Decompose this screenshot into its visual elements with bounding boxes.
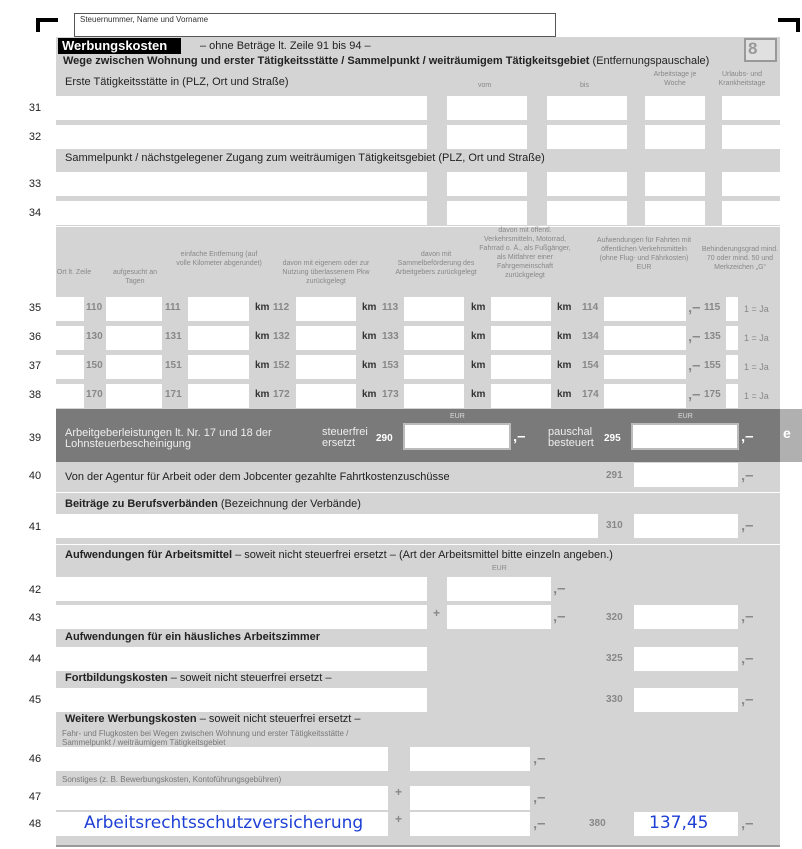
grid-code: 155 <box>704 360 721 371</box>
grid-km: km <box>255 331 270 342</box>
row-41-dash: ‚– <box>741 517 754 534</box>
row-39-pauschal: pauschal besteuert <box>548 426 594 449</box>
grid-code: 172 <box>273 389 290 400</box>
grid-km: km <box>471 389 486 400</box>
field-32-vom[interactable] <box>447 125 527 149</box>
grid-code: 114 <box>582 302 599 313</box>
row-42-heading: Aufwendungen für Arbeitsmittel – soweit nicht steuerfrei ersetzt – (Art der Arbeitsmittel bitte einzeln angeben.) <box>65 549 613 561</box>
col-ort: Ort lt. Zeile <box>56 269 92 276</box>
grid-km: km <box>362 331 377 342</box>
row-45-heading: Fortbildungskosten – soweit nicht steuerfrei ersetzt – <box>65 672 332 684</box>
col-tage: aufgesucht an Tagen <box>113 269 157 285</box>
corner-mark-right-v <box>796 18 800 32</box>
row-42-amount[interactable] <box>447 577 551 601</box>
row-44-amount[interactable] <box>634 647 738 671</box>
field-32-address[interactable] <box>56 125 427 149</box>
grid-km: km <box>362 302 377 313</box>
grid-code: 173 <box>382 389 399 400</box>
row-46-heading: Weitere Werbungskosten – soweit nicht steuerfrei ersetzt – <box>65 713 361 725</box>
grid-code: 174 <box>582 389 599 400</box>
sammel-label: Sammelpunkt / nächstgelegener Zugang zum weiträumigen Tätigkeitsgebiet (PLZ, Ort und Straße) <box>65 152 545 164</box>
row-39-label: Arbeitgeberleistungen lt. Nr. 17 und 18 der Lohnsteuerbescheinigung <box>65 427 272 450</box>
row-39-steuerfrei: steuerfrei ersetzt <box>322 426 368 449</box>
row-45-code: 330 <box>606 694 623 705</box>
field-33-address[interactable] <box>56 172 427 196</box>
line-number: 35 <box>28 302 42 314</box>
row-39-eur-1: EUR <box>450 413 465 420</box>
grid-code: 153 <box>382 360 399 371</box>
row-47-field[interactable] <box>56 786 388 810</box>
wege-heading: Wege zwischen Wohnung und erster Tätigkeitsstätte / Sammelpunkt / weiträumigem Tätigkeitsgebiet (Entfernungspauschale) <box>63 55 710 67</box>
line-number: 45 <box>28 694 42 706</box>
grid-ort-field[interactable] <box>56 297 84 321</box>
grid-pkw-field[interactable] <box>296 384 356 408</box>
grid-code: 113 <box>382 302 399 313</box>
row-39-eur-2: EUR <box>678 413 693 420</box>
grid-ort-field[interactable] <box>56 355 84 379</box>
grid-sammel-field[interactable] <box>404 384 464 408</box>
col-arbeitstage: Arbeitstage je Woche <box>653 71 697 87</box>
row-40-code: 291 <box>606 470 623 481</box>
grid-pkw-field[interactable] <box>296 326 356 350</box>
grid-aufw-field[interactable] <box>604 297 686 321</box>
line-number: 40 <box>28 470 42 482</box>
grid-oeff-field[interactable] <box>491 384 551 408</box>
row-40-dash: ‚– <box>741 467 754 484</box>
page-badge-number: 8 <box>748 39 758 58</box>
field-33-arbeitstage[interactable] <box>645 172 705 196</box>
row-48-amount[interactable] <box>410 812 530 836</box>
row-47-amount[interactable] <box>410 786 530 810</box>
row-41-code: 310 <box>606 520 623 531</box>
col-aufw: Aufwendungen für Fahrten mit öffentlichen Verkehrsmitteln (ohne Flug- und Fährkosten) EUR <box>596 237 692 271</box>
line-number: 36 <box>28 331 42 343</box>
row-45-amount[interactable] <box>634 688 738 712</box>
grid-aufw-field[interactable] <box>604 384 686 408</box>
row-45-field[interactable] <box>56 688 427 712</box>
grid-tage-field[interactable] <box>106 384 162 408</box>
row-43-code: 320 <box>606 612 623 623</box>
grid-ja: 1 = Ja <box>744 333 769 343</box>
row-48-dash: ‚– <box>533 815 546 832</box>
row-39-code-295: 295 <box>604 433 621 444</box>
field-34-bis[interactable] <box>547 201 627 225</box>
field-34-address[interactable] <box>56 201 427 225</box>
field-32-arbeitstage[interactable] <box>645 125 705 149</box>
field-31-bis[interactable] <box>547 96 627 120</box>
row-43-dash: ‚– <box>553 608 566 625</box>
grid-km: km <box>255 389 270 400</box>
grid-code: 171 <box>165 389 182 400</box>
line-number: 31 <box>28 102 42 114</box>
field-31-address[interactable] <box>56 96 427 120</box>
title-note: – ohne Beträge lt. Zeile 91 bis 94 – <box>200 40 371 52</box>
line-number: 33 <box>28 178 42 190</box>
row-40-label: Von der Agentur für Arbeit oder dem Jobcenter gezahlte Fahrtkostenzuschüsse <box>65 471 450 483</box>
grid-code: 115 <box>704 302 721 313</box>
field-33-urlaub[interactable] <box>722 172 780 196</box>
row-43-total-dash: ‚– <box>741 608 754 625</box>
grid-aufw-field[interactable] <box>604 355 686 379</box>
row-39-dash-2: ‚– <box>741 428 754 445</box>
row-48-plus: + <box>395 812 403 826</box>
grid-entfernung-field[interactable] <box>188 355 249 379</box>
line-number: 43 <box>28 612 42 624</box>
grid-km: km <box>557 360 572 371</box>
row-44-heading: Aufwendungen für ein häusliches Arbeitszimmer <box>65 631 321 643</box>
grid-dash: ‚– <box>688 328 701 345</box>
grid-ort-field[interactable] <box>56 326 84 350</box>
bottom-rule <box>56 845 780 847</box>
grid-code: 150 <box>86 360 103 371</box>
grid-code: 132 <box>273 331 290 342</box>
grid-km: km <box>557 302 572 313</box>
grid-code: 131 <box>165 331 182 342</box>
grid-km: km <box>557 389 572 400</box>
erste-label: Erste Tätigkeitsstätte in (PLZ, Ort und Straße) <box>65 76 289 88</box>
col-entfernung: einfache Entfernung (auf volle Kilometer abgerundet) <box>176 251 262 267</box>
grid-ort-field[interactable] <box>56 384 84 408</box>
grid-behind-field[interactable] <box>726 355 738 379</box>
grid-code: 151 <box>165 360 182 371</box>
row-39-steuerfrei-amount[interactable] <box>403 423 511 450</box>
line-number: 48 <box>28 818 42 830</box>
col-urlaub: Urlaubs- und Krankheitstage <box>718 71 766 87</box>
grid-tage-field[interactable] <box>106 326 162 350</box>
line-number: 46 <box>28 753 42 765</box>
field-31-arbeitstage[interactable] <box>645 96 705 120</box>
field-32-urlaub[interactable] <box>722 125 780 149</box>
grid-km: km <box>471 302 486 313</box>
row-42-art[interactable] <box>56 577 427 601</box>
grid-code: 152 <box>273 360 290 371</box>
grid-code: 134 <box>582 331 599 342</box>
row-39-code-290: 290 <box>376 433 393 444</box>
row-43-art[interactable] <box>56 605 427 629</box>
row-42-eur: EUR <box>492 565 507 572</box>
name-field-label: Steuernummer, Name und Vorname <box>80 15 209 24</box>
grid-dash: ‚– <box>688 299 701 316</box>
divider-42 <box>56 544 780 545</box>
grid-code: 112 <box>273 302 290 313</box>
row-44-code: 325 <box>606 653 623 664</box>
row-48-code: 380 <box>589 818 606 829</box>
col-behind: Behinderungsgrad mind. 70 oder mind. 50 und Merkzeichen „G“ <box>701 246 779 271</box>
grid-sammel-field[interactable] <box>404 297 464 321</box>
line-number: 44 <box>28 653 42 665</box>
col-oeff: davon mit öffentl. Verkehrsmitteln, Motorrad, Fahrrad o. Ä., als Fußgänger, als Mitfahrer einer Fahrgemeinschaft zurückgelegt <box>479 227 571 279</box>
grid-code: 133 <box>382 331 399 342</box>
grid-pkw-field[interactable] <box>296 297 356 321</box>
row-42-dash: ‚– <box>553 580 566 597</box>
line-number: 42 <box>28 584 42 596</box>
grid-km: km <box>362 360 377 371</box>
row-46-field[interactable] <box>56 747 388 771</box>
row-41-verbaende[interactable] <box>56 514 598 538</box>
field-33-vom[interactable] <box>447 172 527 196</box>
row-48-total-value: 137,45 <box>649 813 709 833</box>
grid-dash: ‚– <box>688 357 701 374</box>
grid-code: 170 <box>86 389 103 400</box>
field-33-bis[interactable] <box>547 172 627 196</box>
section-title: Werbungskosten <box>62 38 168 53</box>
row-39-e: e <box>783 425 791 441</box>
line-number: 34 <box>28 207 42 219</box>
row-46-dash: ‚– <box>533 750 546 767</box>
row-47-plus: + <box>395 785 403 799</box>
row-48-desc: Arbeitsrechtsschutzversicherung <box>84 813 364 833</box>
field-31-urlaub[interactable] <box>722 96 780 120</box>
row-40-amount[interactable] <box>634 463 738 487</box>
row-47-dash: ‚– <box>533 789 546 806</box>
row-43-plus: + <box>433 606 441 620</box>
col-vom: vom <box>478 82 492 89</box>
field-34-urlaub[interactable] <box>722 201 780 225</box>
grid-sammel-field[interactable] <box>404 326 464 350</box>
grid-tage-field[interactable] <box>106 355 162 379</box>
row-46-small: Fahr- und Flugkosten bei Wegen zwischen Wohnung und erster Tätigkeitsstätte / Sammelpunkt / weiträumigem Tätigkeitsgebiet <box>62 729 349 747</box>
grid-entfernung-field[interactable] <box>188 297 249 321</box>
field-34-arbeitstage[interactable] <box>645 201 705 225</box>
grid-code: 110 <box>86 302 103 313</box>
row-43-amount[interactable] <box>447 605 551 629</box>
row-45-dash: ‚– <box>741 691 754 708</box>
grid-dash: ‚– <box>688 386 701 403</box>
grid-code: 154 <box>582 360 599 371</box>
col-bis: bis <box>580 82 589 89</box>
grid-entfernung-field[interactable] <box>188 384 249 408</box>
grid-code: 111 <box>165 302 181 313</box>
grid-sammel-field[interactable] <box>404 355 464 379</box>
grid-code: 135 <box>704 331 721 342</box>
col-pkw: davon mit eigenem oder zur Nutzung überlassenem Pkw zurückgelegt <box>282 260 370 285</box>
row-47-small: Sonstiges (z. B. Bewerbungskosten, Kontoführungsgebühren) <box>62 775 282 784</box>
grid-tage-field[interactable] <box>106 297 162 321</box>
grid-ja: 1 = Ja <box>744 362 769 372</box>
row-44-dash: ‚– <box>741 650 754 667</box>
line-number: 41 <box>28 521 42 533</box>
line-number: 38 <box>28 389 42 401</box>
grid-behind-field[interactable] <box>726 326 738 350</box>
grid-ja: 1 = Ja <box>744 304 769 314</box>
grid-oeff-field[interactable] <box>491 297 551 321</box>
line-number: 37 <box>28 360 42 372</box>
grid-entfernung-field[interactable] <box>188 326 249 350</box>
grid-code: 175 <box>704 389 721 400</box>
row-43-total[interactable] <box>634 605 738 629</box>
line-number: 32 <box>28 131 42 143</box>
grid-km: km <box>255 302 270 313</box>
grid-km: km <box>255 360 270 371</box>
divider-41 <box>56 492 780 493</box>
grid-oeff-field[interactable] <box>491 326 551 350</box>
grid-km: km <box>557 331 572 342</box>
grid-pkw-field[interactable] <box>296 355 356 379</box>
field-34-vom[interactable] <box>447 201 527 225</box>
grid-km: km <box>471 331 486 342</box>
row-46-amount[interactable] <box>410 747 530 771</box>
col-sammel: davon mit Sammelbeförderung des Arbeitgebers zurückgelegt <box>395 251 477 276</box>
grid-oeff-field[interactable] <box>491 355 551 379</box>
field-31-vom[interactable] <box>447 96 527 120</box>
line-number: 47 <box>28 791 42 803</box>
row-39-dash-1: ‚– <box>513 428 526 445</box>
grid-behind-field[interactable] <box>726 384 738 408</box>
grid-km: km <box>362 389 377 400</box>
line-number: 39 <box>28 432 42 444</box>
grid-behind-field[interactable] <box>726 297 738 321</box>
grid-ja: 1 = Ja <box>744 391 769 401</box>
field-32-bis[interactable] <box>547 125 627 149</box>
row-39-pauschal-amount[interactable] <box>631 423 739 450</box>
row-44-field[interactable] <box>56 647 427 671</box>
grid-km: km <box>471 360 486 371</box>
divider-35 <box>56 226 780 227</box>
grid-code: 130 <box>86 331 103 342</box>
row-41-amount[interactable] <box>634 514 738 538</box>
row-48-total-dash: ‚– <box>741 815 754 832</box>
corner-mark-left-v <box>36 18 40 32</box>
row-41-heading: Beiträge zu Berufsverbänden (Bezeichnung der Verbände) <box>65 498 361 510</box>
grid-aufw-field[interactable] <box>604 326 686 350</box>
